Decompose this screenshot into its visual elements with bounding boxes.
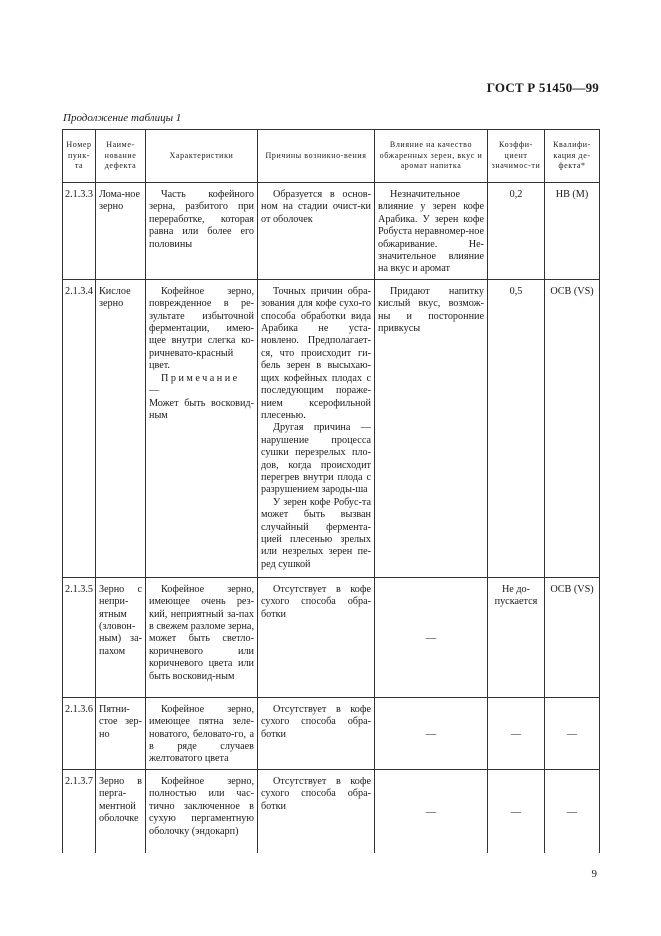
table-row: [63, 577, 600, 697]
defect-influence: —: [375, 577, 488, 697]
significance-coefficient: 0,5: [488, 279, 545, 577]
page-number: 9: [591, 868, 597, 880]
table-header-row: [63, 130, 600, 183]
defect-qualification: OCB (VS): [545, 577, 600, 697]
influence-paragraph: Незначительное влияние у зерен кофе Арабика. У зерен кофе Робуста неравномер-ное обжаривание. Не-значительное влияние на вкус и аромат: [378, 189, 484, 275]
row-number: 2.1.3.5: [63, 577, 96, 697]
note-label: Примечание —: [149, 372, 240, 397]
significance-coefficient: —: [488, 697, 545, 769]
defect-name: Пятни-стое зер-но: [96, 697, 146, 769]
row-number: 2.1.3.4: [63, 279, 96, 577]
defect-causes: [258, 697, 375, 769]
defect-name: Зерно с непри-ятным (зловон-ным) за-пахом: [96, 577, 146, 697]
significance-coefficient: 0,2: [488, 183, 545, 280]
defect-influence: [375, 183, 488, 280]
column-header-influence: Влияние на качество обжаренных зерен, вкус и аромат напитка: [375, 130, 488, 183]
defect-characteristics: [146, 183, 258, 280]
defect-name: Кислое зерно: [96, 279, 146, 577]
defect-qualification: —: [545, 769, 600, 853]
causes-paragraph: Отсутствует в кофе сухого способа обра-ботки: [261, 583, 371, 620]
defect-characteristics: [146, 279, 258, 577]
defect-influence: —: [375, 697, 488, 769]
defect-characteristics: [146, 697, 258, 769]
characteristics-paragraph: Кофейное зерно, поврежденное в ре-зультате избыточной ферментации, имею-щее внутри слегка ко-ричневато-красный цвет.: [149, 285, 254, 372]
row-number: 2.1.3.6: [63, 697, 96, 769]
defect-characteristics: [146, 577, 258, 697]
influence-paragraph: Придают напитку кислый вкус, возмож-ны и посторонние привкусы: [378, 285, 484, 335]
causes-paragraph: Точных причин обра-зования для кофе сухо-го способа обработки вида Арабика не уста-новлено. Предполагает-ся, что происходит ги-бель зерен в высыхаю-щих кофейных плодах с последующим пораже-нием ксерофильной плесенью.: [261, 285, 371, 421]
defect-influence: —: [375, 769, 488, 853]
significance-coefficient: Не до-пускается: [488, 577, 545, 697]
table-row: [63, 279, 600, 577]
note-text: Может быть восковид-ным: [149, 397, 254, 421]
causes-paragraph: Образуется в основ-ном на стадии очист-ки от оболочек: [261, 189, 371, 225]
defect-causes: [258, 769, 375, 853]
row-number: 2.1.3.7: [63, 769, 96, 853]
row-number: 2.1.3.3: [63, 183, 96, 280]
defect-influence: [375, 279, 488, 577]
table-row: [63, 697, 600, 769]
table-row: [63, 183, 600, 280]
defect-characteristics: [146, 769, 258, 853]
defect-qualification: НВ (M): [545, 183, 600, 280]
causes-paragraph: Отсутствует в кофе сухого способа обра-ботки: [261, 703, 371, 740]
column-header-coefficient: Коэффи-циент значимос-ти: [488, 130, 545, 183]
defect-name: Лома-ное зерно: [96, 183, 146, 280]
defects-table: [62, 129, 600, 853]
characteristics-paragraph: Кофейное зерно, имеющее очень рез-кий, неприятный за-пах в свежем разломе зерна, может быть светло-коричневого или коричневого цвета или быть восковид-ным: [149, 583, 254, 682]
causes-paragraph: Другая причина — нарушение процесса сушки перезрелых пло-дов, когда происходит перегрев внутри плода с разрушением зароды-ша: [261, 422, 371, 496]
table-row: [63, 769, 600, 853]
characteristics-paragraph: Кофейное зерно, полностью или час-тично заключенное в сухую пергаментную оболочку (эндокарп): [149, 775, 254, 837]
defect-name: Зерно в перга-ментной оболочке: [96, 769, 146, 853]
column-header-causes: Причины возникно-вения: [258, 130, 375, 183]
causes-paragraph: У зерен кофе Робус-та может быть вызван случайный ферментa-цией плесенью зрелых или незрелых зерен пе-ред сушкой: [261, 496, 371, 570]
defect-qualification: OCB (VS): [545, 279, 600, 577]
column-header-qualification: Квалифи-кация де-фекта*: [545, 130, 600, 183]
table-continuation-label: Продолжение таблицы 1: [63, 112, 182, 124]
column-header-name: Наиме-нование дефекта: [96, 130, 146, 183]
defect-causes: [258, 279, 375, 577]
column-header-number: Номер пунк-та: [63, 130, 96, 183]
standard-id: ГОСТ Р 51450—99: [486, 80, 599, 95]
causes-paragraph: Отсутствует в кофе сухого способа обра-ботки: [261, 775, 371, 812]
defect-causes: [258, 577, 375, 697]
defect-causes: [258, 183, 375, 280]
characteristics-paragraph: Кофейное зерно, имеющее пятна зеле-новатого, беловато-го, а в ряде случаев желтоватого цвета: [149, 703, 254, 765]
column-header-characteristics: Характеристики: [146, 130, 258, 183]
significance-coefficient: —: [488, 769, 545, 853]
characteristics-paragraph: Часть кофейного зерна, разбитого при переработке, которая равна или более его половины: [149, 189, 254, 250]
defect-qualification: —: [545, 697, 600, 769]
